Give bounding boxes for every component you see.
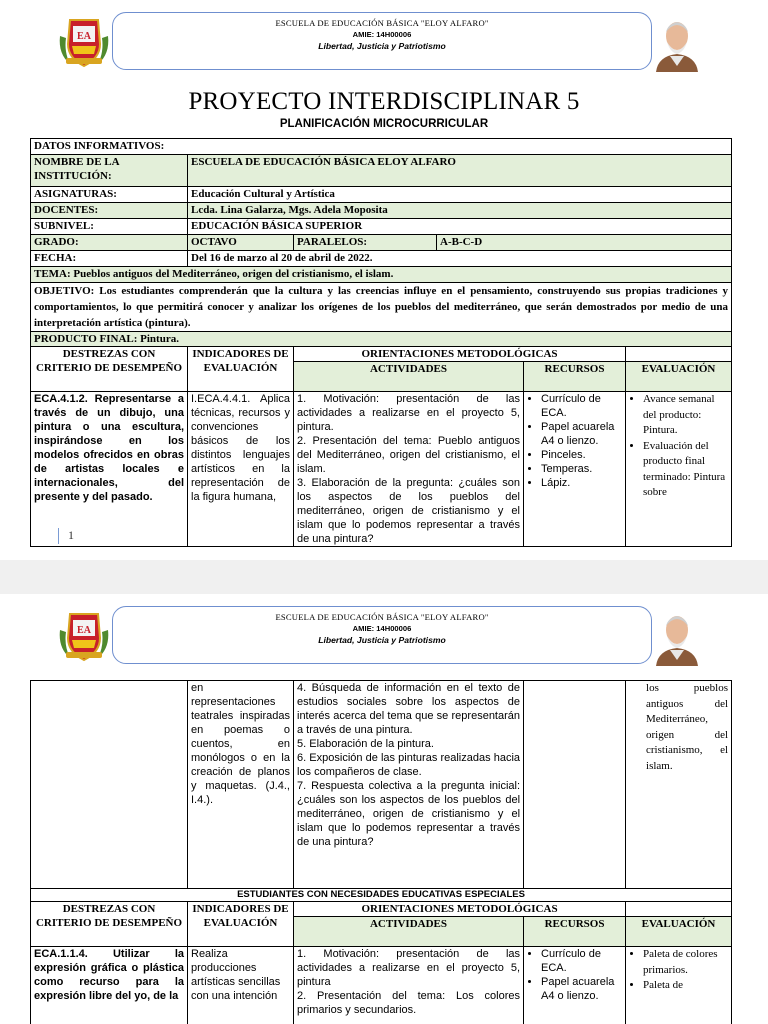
col-destrezas: DESTREZAS CON CRITERIO DE DESEMPEÑO [31,347,188,392]
subnivel-label: SUBNIVEL: [31,219,188,235]
amie-code: AMIE: 14H00006 [352,30,412,39]
recurso-item: • Papel acuarela A4 o lienzo. [541,975,622,1003]
col-blank [626,347,732,362]
page-number-bar [58,528,59,544]
evaluacion-cell [626,392,732,547]
school-name: ESCUELA DE EDUCACIÓN BÁSICA "ELOY ALFARO" [275,18,489,28]
recurso-item: • Pinceles. [541,448,622,462]
evaluacion-cell-cont: los pueblos antiguos del Mediterráneo, origen del cristianismo, el islam. [626,681,732,889]
fecha-value: Del 16 de marzo al 20 de abril de 2022. [188,251,732,267]
tema-label: TEMA: [34,268,71,280]
col-orientaciones: ORIENTACIONES METODOLÓGICAS [294,347,626,362]
indicador-cell-cont: en representaciones teatrales inspiradas en poemas o cuentos, en monólogos o en la creación de planos y maquetas. (J.4., I.4.). [188,681,294,889]
col-evaluacion: EVALUACIÓN [626,362,732,392]
producto-value: Pintura. [140,333,179,345]
actividad-item: 7. Respuesta colectiva a la pregunta inicial: ¿cuáles son los aspectos de los pueblos del mediterráneo, origen de cristianismo y el islam que lo podemos representar a través de una pintura? [297,780,521,848]
paralelos-label: PARALELOS: [294,235,437,251]
school-motto: Libertad, Justicia y Patriotismo [318,41,446,51]
portrait-icon [652,606,702,666]
col-recursos: RECURSOS [524,362,626,392]
page-number: 1 [68,528,74,542]
tema-value: Pueblos antiguos del Mediterráneo, origen del cristianismo, el islam. [73,268,394,280]
destreza-cell-cont [31,681,188,889]
col-indicadores: INDICADORES DE EVALUACIÓN [188,902,294,947]
recurso-item: • Papel acuarela A4 o lienzo. [541,420,622,448]
page-header [0,604,768,666]
objetivo-label: OBJETIVO: [34,285,95,297]
evaluacion-item: • Avance semanal del producto: Pintura. [643,392,728,439]
recurso-item: • Currículo de ECA. [541,947,622,975]
recursos-cell-nee [524,947,626,1024]
header-banner [112,606,652,664]
col-orientaciones: ORIENTACIONES METODOLÓGICAS [294,902,626,917]
actividades-cell [294,392,524,547]
recursos-cell [524,392,626,547]
col-actividades: ACTIVIDADES [294,917,524,947]
document-subtitle: PLANIFICACIÓN MICROCURRICULAR [279,118,489,130]
nee-title: ESTUDIANTES CON NECESIDADES EDUCATIVAS ESPECIALES [31,889,732,902]
docentes-value: Lcda. Lina Galarza, Mgs. Adela Moposita [188,203,732,219]
destreza-code: ECA.4.1.2. [34,393,88,405]
destreza-code-nee: ECA.1.1.4. [34,948,88,960]
nombre-label: NOMBRE DE LA INSTITUCIÓN: [31,155,188,187]
docentes-label: DOCENTES: [31,203,188,219]
school-motto: Libertad, Justicia y Patriotismo [318,635,446,645]
destreza-cell [31,392,188,547]
recurso-item: • Currículo de ECA. [541,392,622,420]
nombre-value: ESCUELA DE EDUCACIÓN BÁSICA ELOY ALFARO [188,155,732,187]
evaluacion-item: • Paleta de colores primarios. [643,947,728,978]
amie-code: AMIE: 14H00006 [352,624,412,633]
destreza-text: Representarse a través de un dibujo, una pintura o una escultura, inspirándose en los modelos ofrecidos en obras de artistas locales e internacionales, del presente y del pasado. [34,393,185,503]
actividad-item: 5. Elaboración de la pintura. [297,738,434,750]
recurso-item: • Temperas. [541,462,622,476]
header-banner [112,12,652,70]
recursos-cell-cont [524,681,626,889]
actividad-item: 3. Elaboración de la pregunta: ¿cuáles son los aspectos de los pueblos del mediterráneo, origen de cristianismo y el islam que lo podemos representar a través de una pintura? [297,477,520,545]
actividad-item: 2. Presentación del tema: Los colores primarios y secundarios. [297,990,521,1016]
asignaturas-label: ASIGNATURAS: [31,187,188,203]
actividad-item: 1. Motivación: presentación de las actividades a realizarse en el proyecto 5, pintura [297,948,521,988]
planning-table-continued [30,680,732,1024]
col-actividades: ACTIVIDADES [294,362,524,392]
school-name: ESCUELA DE EDUCACIÓN BÁSICA "ELOY ALFARO" [275,612,489,622]
indicador-code: I.ECA.4.4.1. [191,393,251,405]
document-page-2 [0,594,768,1024]
actividad-item: 2. Presentación del tema: Pueblo antiguos del Mediterráneo, origen del cristianismo, el islam. [297,435,520,475]
asignaturas-value: Educación Cultural y Artística [188,187,732,203]
actividad-item: 1. Motivación: presentación de las actividades a realizarse en el proyecto 5, pintura. [297,393,520,433]
subnivel-value: EDUCACIÓN BÁSICA SUPERIOR [188,219,732,235]
producto-label: PRODUCTO FINAL: [34,333,138,345]
planning-table [30,138,732,547]
objetivo-value: Los estudiantes comprenderán que la cultura y las creencias influye en el pensamiento, construyendo sus propias tradiciones y comportamientos, lo que permitirá conocer y analizar los orígenes de los pueblos del mediterráneo, que serán demostrados por medio de una interpretación artística (pintura). [34,285,729,329]
evaluacion-item: • Paleta de [643,978,728,994]
indicador-cell [188,392,294,547]
school-crest-icon [56,608,112,664]
evaluacion-item: • Evaluación del producto final terminado: Pintura sobre [643,439,728,501]
actividades-cell-nee [294,947,524,1024]
producto-row [31,332,732,347]
col-recursos: RECURSOS [524,917,626,947]
col-evaluacion: EVALUACIÓN [626,917,732,947]
fecha-label: FECHA: [31,251,188,267]
actividad-item: 4. Búsqueda de información en el texto de estudios sociales sobre los aspectos de interés acerca del tema que se representarán a través de una pintura. [297,682,521,736]
col-indicadores: INDICADORES DE EVALUACIÓN [188,347,294,392]
actividad-item: 6. Exposición de las pinturas realizadas hacia los compañeros de clase. [297,752,521,778]
crest-letters: EA [77,625,91,636]
school-crest-icon [56,14,112,70]
destreza-cell-nee [31,947,188,1024]
evaluacion-cell-nee [626,947,732,1024]
page-header [0,10,768,72]
grado-value: OCTAVO [188,235,294,251]
actividades-cell-cont [294,681,524,889]
indicador-cell-nee: Realiza producciones artísticas sencillas con una intención [188,947,294,1024]
destreza-text-nee: Utilizar la expresión gráfica o plástica como recurso para la expresión libre del yo, de la [34,948,184,1002]
datos-informativos: DATOS INFORMATIVOS: [31,139,732,155]
grado-label: GRADO: [31,235,188,251]
objetivo-row [31,283,732,332]
paralelos-value: A-B-C-D [437,235,732,251]
indicador-text: Aplica técnicas, recursos y convenciones básicos de los distintos lenguajes artísticos en la representación de la figura humana, [191,393,290,503]
portrait-icon [652,12,702,72]
col-blank [626,902,732,917]
recurso-item: • Lápiz. [541,476,622,490]
col-destrezas: DESTREZAS CON CRITERIO DE DESEMPEÑO [31,902,188,947]
crest-letters: EA [77,31,91,42]
tema-row [31,267,732,283]
document-title: PROYECTO INTERDISCIPLINAR 5 [188,88,580,115]
